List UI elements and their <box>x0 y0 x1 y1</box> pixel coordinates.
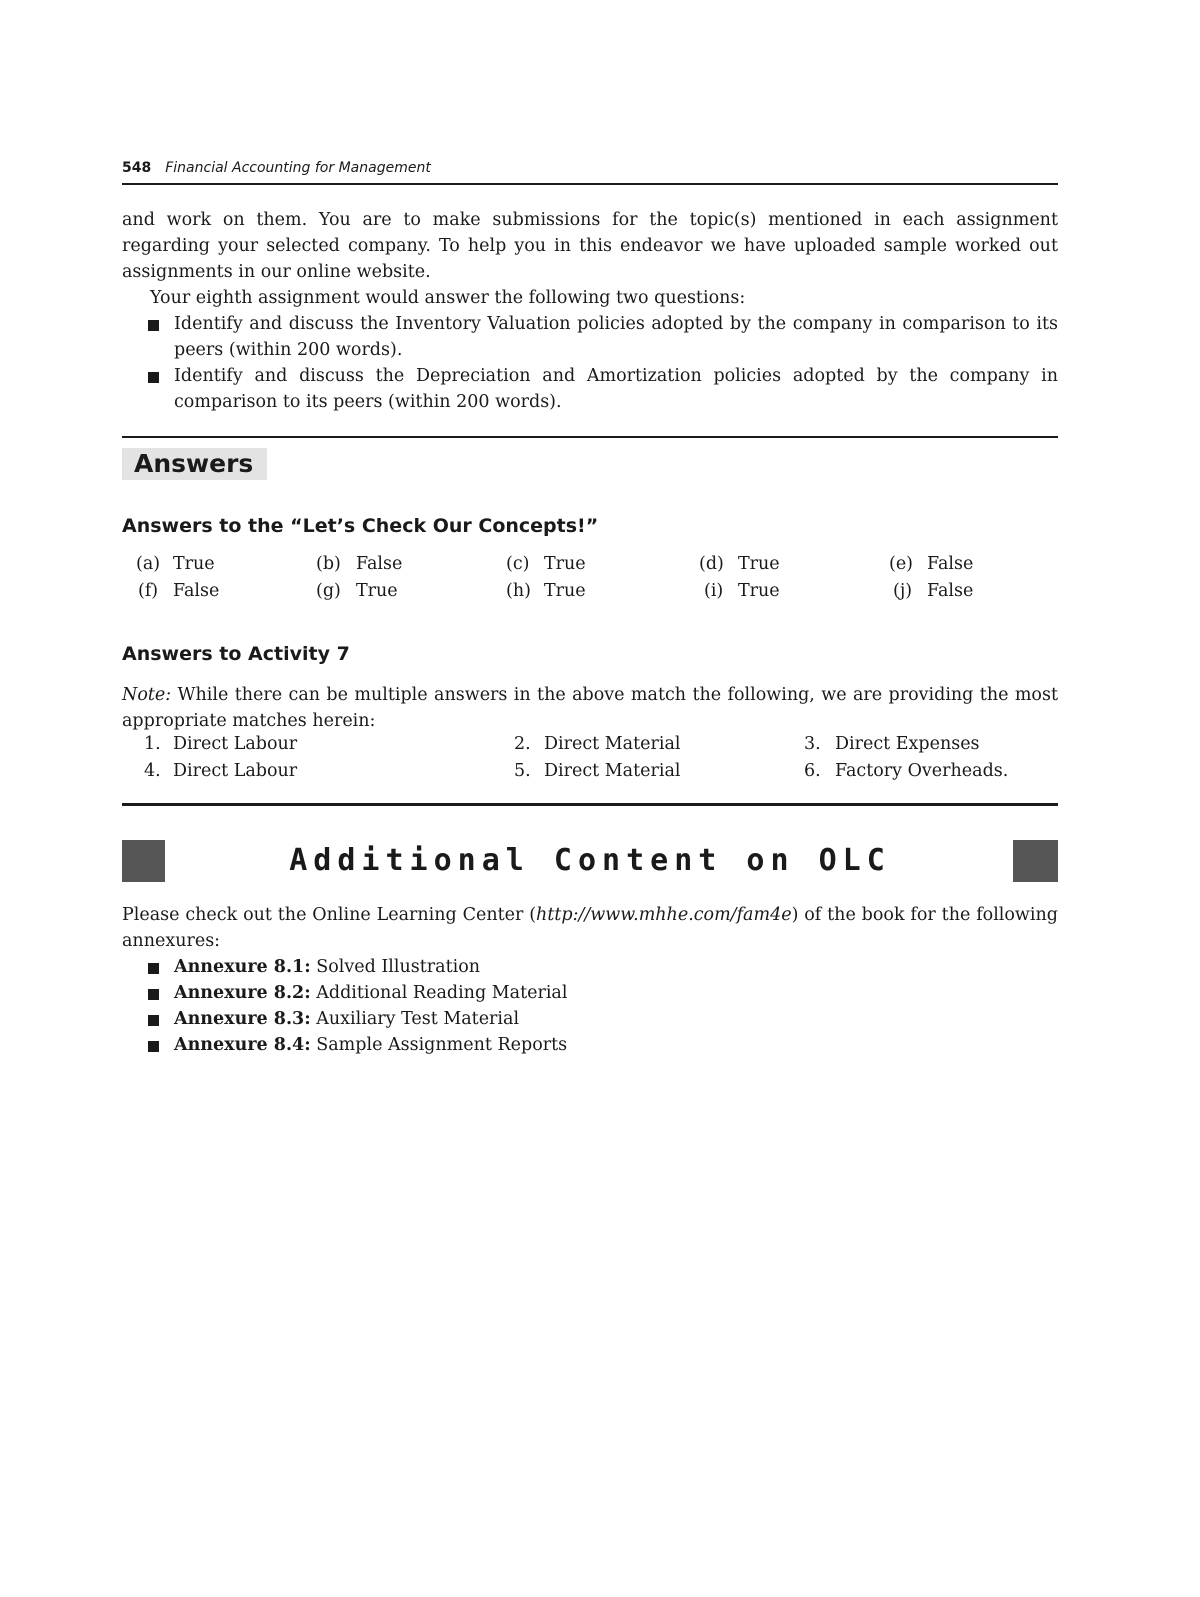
olc-right-block <box>1013 840 1058 882</box>
book-title: Financial Accounting for Management <box>165 160 431 176</box>
page <box>122 0 1058 1597</box>
annexure-label: Annexure 8.2: <box>174 983 311 1003</box>
match-value: Direct Labour <box>173 734 298 754</box>
running-head <box>122 156 1058 180</box>
note-label: Note: <box>122 685 172 705</box>
answer-label: (c) <box>506 554 530 574</box>
annexure-text: Auxiliary Test Material <box>316 1009 520 1029</box>
olc-text-after: ) of the book for the following annexures: <box>122 905 1058 951</box>
concepts-row-2 <box>122 581 1058 607</box>
bullet-square-icon <box>148 372 159 383</box>
answer-value: False <box>356 554 403 574</box>
answer-label: (j) <box>893 581 913 601</box>
answer-label: (g) <box>316 581 341 601</box>
answer-label: (a) <box>136 554 161 574</box>
answer-value: False <box>173 581 220 601</box>
match-value: Factory Overheads. <box>835 761 1009 781</box>
annexure-text: Solved Illustration <box>316 957 481 977</box>
annexure-label: Annexure 8.4: <box>174 1035 311 1055</box>
olc-section <box>122 902 1058 1058</box>
page-number: 548 <box>122 160 152 176</box>
answer-value: True <box>738 554 780 574</box>
concepts-heading: Answers to the “Let’s Check Our Concepts!” <box>122 515 599 537</box>
olc-text-before: Please check out the Online Learning Center ( <box>122 905 537 925</box>
annexure-text: Sample Assignment Reports <box>316 1035 568 1055</box>
note-text: While there can be multiple answers in the above match the following, we are providing the most appropriate matches herein: <box>122 685 1058 731</box>
intro-paragraph: and work on them. You are to make submissions for the topic(s) mentioned in each assignment regarding your selected company. To help you in this endeavor we have uploaded sample worked out assignments in our online website. <box>122 210 1058 282</box>
match-number: 6. <box>804 761 821 781</box>
question-text: Identify and discuss the Depreciation and Amortization policies adopted by the company in comparison to its peers (within 200 words). <box>174 366 1058 412</box>
activity-heading: Answers to Activity 7 <box>122 643 350 665</box>
match-number: 4. <box>144 761 161 781</box>
assignment-questions <box>122 311 1058 415</box>
answer-value: True <box>738 581 780 601</box>
bullet-square-icon <box>148 963 159 974</box>
answer-value: False <box>927 554 974 574</box>
list-item <box>122 1032 1058 1058</box>
activity-row-1 <box>122 734 1058 760</box>
answers-section-title: Answers <box>122 448 267 480</box>
answer-label: (b) <box>316 554 341 574</box>
list-item <box>122 363 1058 415</box>
annexure-label: Annexure 8.3: <box>174 1009 311 1029</box>
bullet-square-icon <box>148 320 159 331</box>
bullet-square-icon <box>148 1041 159 1052</box>
list-item <box>122 954 1058 980</box>
annexure-text: Additional Reading Material <box>316 983 568 1003</box>
answer-label: (e) <box>889 554 914 574</box>
answer-value: True <box>544 581 586 601</box>
intro-section <box>122 207 1058 415</box>
answer-value: True <box>356 581 398 601</box>
answer-label: (i) <box>704 581 724 601</box>
answer-value: True <box>173 554 215 574</box>
header-rule <box>122 183 1058 185</box>
match-value: Direct Material <box>544 734 681 754</box>
assignment-lead: Your eighth assignment would answer the following two questions: <box>150 288 746 308</box>
annexure-list <box>122 954 1058 1058</box>
answer-value: True <box>544 554 586 574</box>
olc-url: http://www.mhhe.com/fam4e <box>536 905 792 925</box>
bullet-square-icon <box>148 1015 159 1026</box>
match-value: Direct Material <box>544 761 681 781</box>
match-number: 3. <box>804 734 821 754</box>
olc-paragraph <box>122 902 1058 954</box>
answer-label: (h) <box>506 581 531 601</box>
bullet-square-icon <box>148 989 159 1000</box>
answer-value: False <box>927 581 974 601</box>
section-rule <box>122 803 1058 806</box>
match-value: Direct Expenses <box>835 734 980 754</box>
activity-note <box>122 682 1058 734</box>
concepts-row-1 <box>122 554 1058 580</box>
answer-label: (d) <box>699 554 724 574</box>
match-number: 1. <box>144 734 161 754</box>
annexure-label: Annexure 8.1: <box>174 957 311 977</box>
list-item <box>122 311 1058 363</box>
list-item <box>122 980 1058 1006</box>
match-number: 2. <box>514 734 531 754</box>
answer-label: (f) <box>138 581 159 601</box>
match-number: 5. <box>514 761 531 781</box>
olc-section-title: Additional Content on OLC <box>289 843 891 878</box>
section-rule <box>122 436 1058 438</box>
question-text: Identify and discuss the Inventory Valuation policies adopted by the company in comparison to its peers (within 200 words). <box>174 314 1058 360</box>
olc-left-block <box>122 840 165 882</box>
activity-row-2 <box>122 761 1058 787</box>
match-value: Direct Labour <box>173 761 298 781</box>
list-item <box>122 1006 1058 1032</box>
